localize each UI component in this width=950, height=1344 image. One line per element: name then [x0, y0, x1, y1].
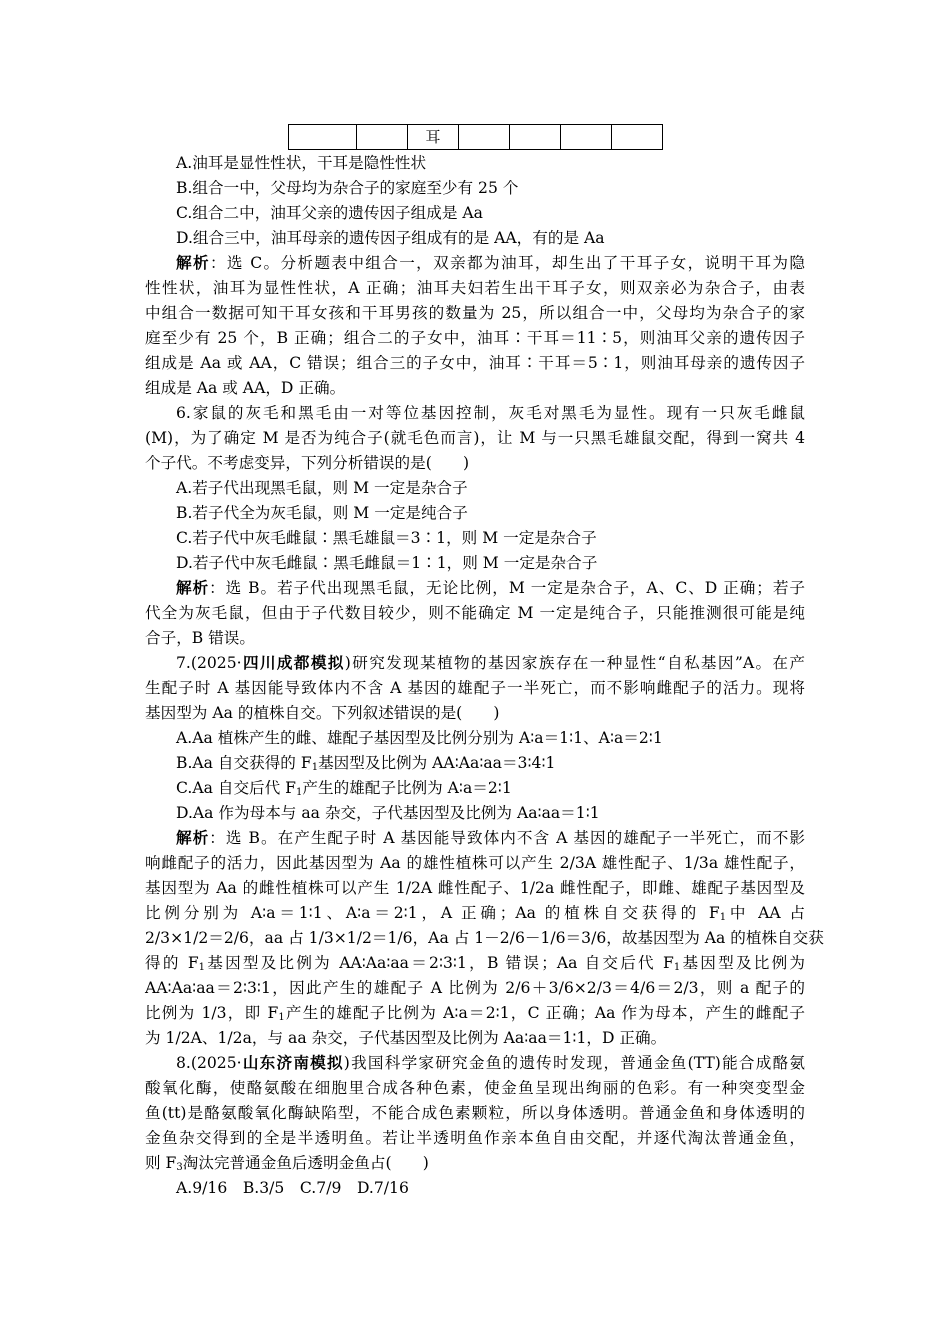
table-cell	[357, 125, 408, 150]
table-fragment	[288, 124, 663, 150]
q7-stem-line: 7.(2025·四川成都模拟)研究发现某植物的基因家族存在一种显性“自私基因”A。在产	[176, 653, 805, 672]
q6-option-c: C.若子代中灰毛雌鼠∶黑毛雄鼠＝3∶1，则 M 一定是杂合子	[176, 529, 597, 547]
q7-analysis-line: 比例为 1/3，即 $F_1$产生的雄配子比例为 A∶a＝2∶1，C 正确；Aa 作为母本，产生的雌配子	[145, 1004, 805, 1023]
q8-stem-line: 则 $F_3$淘汰完普通金鱼后透明金鱼占( )	[145, 1154, 429, 1173]
q5-analysis-line: 组成是 Aa 或 AA，C 错误；组合三的子女中，油耳∶干耳＝5∶1，则油耳母亲的遗传因子	[145, 354, 805, 372]
q5-analysis-line: 解析：选 C。分析题表中组合一，双亲都为油耳，却生出了干耳子女，说明干耳为隐	[176, 253, 805, 272]
q5-option-d: D.组合三中，油耳母亲的遗传因子组成有的是 AA，有的是 Aa	[176, 229, 605, 247]
table-cell	[289, 125, 357, 150]
q5-option-b: B.组合一中，父母均为杂合子的家庭至少有 25 个	[176, 179, 519, 197]
q6-stem-line: (M)，为了确定 M 是否为纯合子(就毛色而言)，让 M 与一只黑毛雄鼠交配，得到一窝共 4	[145, 429, 805, 447]
q7-option-b: B.Aa 自交获得的 $F_1$基因型及比例为 AA∶Aa∶aa＝3∶4∶1	[176, 754, 556, 773]
q6-analysis-line: 合子，B 错误。	[145, 629, 255, 647]
table-cell	[510, 125, 561, 150]
q5-option-a: A.油耳是显性性状，干耳是隐性性状	[176, 154, 427, 172]
q7-analysis-line: 响雌配子的活力，因此基因型为 Aa 的雄性植株可以产生 2/3A 雄性配子、1/3a 雄性配子，	[145, 854, 805, 872]
q8-stem-line: 鱼(tt)是酪氨酸氧化酶缺陷型，不能合成色素颗粒，所以身体透明。普通金鱼和身体透明的	[145, 1104, 805, 1122]
q5-analysis-line: 性性状，油耳为显性性状，A 正确；油耳夫妇若生出干耳子女，则双亲必为杂合子，由表	[145, 279, 805, 297]
analysis-label: 解析	[176, 253, 210, 272]
table-cell	[561, 125, 612, 150]
q5-analysis-line: 庭至少有 25 个，B 正确；组合二的子女中，油耳∶干耳＝11∶5，则油耳父亲的遗传因子	[145, 329, 805, 347]
q6-analysis-line: 解析：选 B。若子代出现黑毛鼠，无论比例，M 一定是杂合子，A、C、D 正确；若子	[176, 578, 805, 597]
table-cell	[612, 125, 663, 150]
q7-stem-line: 基因型为 Aa 的植株自交。下列叙述错误的是( )	[145, 704, 500, 722]
q7-analysis-line: 得的 $F_1$基因型及比例为 AA∶Aa∶aa＝2∶3∶1，B 错误；Aa 自交后代 $F_1$基因型及比例为	[145, 954, 805, 973]
q7-analysis-line: 解析：选 B。在产生配子时 A 基因能导致体内不含 A 基因的雄配子一半死亡，而不影	[176, 828, 805, 847]
q6-stem-line: 6.家鼠的灰毛和黑毛由一对等位基因控制，灰毛对黑毛为显性。现有一只灰毛雌鼠	[176, 404, 805, 422]
q6-stem-line: 个子代。不考虑变异，下列分析错误的是( )	[145, 454, 470, 472]
q7-analysis-line: 为 1/2A、1/2a，与 aa 杂交，子代基因型及比例为 Aa∶aa＝1∶1，D 正确。	[145, 1029, 667, 1047]
q7-analysis-line: 2/3×1/2＝2/6，aa 占 1/3×1/2＝1/6，Aa 占 1－2/6－1/6＝3/6，故基因型为 Aa 的植株自交获	[145, 929, 824, 947]
q8-stem-line: 金鱼杂交得到的全是半透明鱼。若让半透明鱼作亲本鱼自由交配，并逐代淘汰普通金鱼，	[145, 1129, 805, 1147]
q5-analysis-line: 中组合一数据可知干耳女孩和干耳男孩的数量为 25，所以组合一中，父母均为杂合子的家	[145, 304, 805, 322]
q6-option-d: D.若子代中灰毛雌鼠∶黑毛雌鼠＝1∶1，则 M 一定是杂合子	[176, 554, 598, 572]
q7-analysis-line: 基因型为 Aa 的雌性植株可以产生 1/2A 雌性配子、1/2a 雌性配子，即雌、雄配子基因型及	[145, 879, 805, 897]
table-cell	[459, 125, 510, 150]
q7-stem-line: 生配子时 A 基因能导致体内不含 A 基因的雄配子一半死亡，而不影响雌配子的活力。现将	[145, 679, 805, 697]
analysis-label: 解析	[176, 828, 210, 847]
q7-analysis-line: 比例分别为 A∶a＝1∶1、A∶a＝2∶1，A 正确；Aa 的植株自交获得的 $F_1$中 AA 占	[145, 904, 805, 923]
q5-analysis-line: 组成是 Aa 或 AA，D 正确。	[145, 379, 346, 397]
q7-analysis-line: AA∶Aa∶aa＝2∶3∶1，因此产生的雄配子 A 比例为 2/6＋3/6×2/3＝4/6＝2/3，则 a 配子的	[145, 979, 805, 997]
q6-option-b: B.若子代全为灰毛鼠，则 M 一定是纯合子	[176, 504, 468, 522]
source-tag: 山东济南模拟	[241, 1053, 344, 1072]
table-row	[289, 125, 663, 150]
q7-option-a: A.Aa 植株产生的雌、雄配子基因型及比例分别为 A∶a＝1∶1、A∶a＝2∶1	[176, 729, 663, 747]
source-tag: 四川成都模拟	[241, 653, 345, 672]
q8-stem-line: 8.(2025·山东济南模拟)我国科学家研究金鱼的遗传时发现，普通金鱼(TT)能合成酪氨	[176, 1053, 805, 1072]
q8-options: A.9/16 B.3/5 C.7/9 D.7/16	[176, 1179, 409, 1197]
analysis-label: 解析	[176, 578, 210, 597]
q7-option-c: C.Aa 自交后代 $F_1$产生的雄配子比例为 A∶a＝2∶1	[176, 779, 512, 798]
q5-option-c: C.组合二中，油耳父亲的遗传因子组成是 Aa	[176, 204, 483, 222]
q6-analysis-line: 代全为灰毛鼠，但由于子代数目较少，则不能确定 M 一定是纯合子，只能推测很可能是纯	[145, 604, 805, 622]
q6-option-a: A.若子代出现黑毛鼠，则 M 一定是杂合子	[176, 479, 468, 497]
q7-option-d: D.Aa 作为母本与 aa 杂交，子代基因型及比例为 Aa∶aa＝1∶1	[176, 804, 600, 822]
q8-stem-line: 酸氧化酶，使酪氨酸在细胞里合成各种色素，使金鱼呈现出绚丽的色彩。有一种突变型金	[145, 1079, 805, 1097]
table-cell: 耳	[408, 125, 459, 150]
